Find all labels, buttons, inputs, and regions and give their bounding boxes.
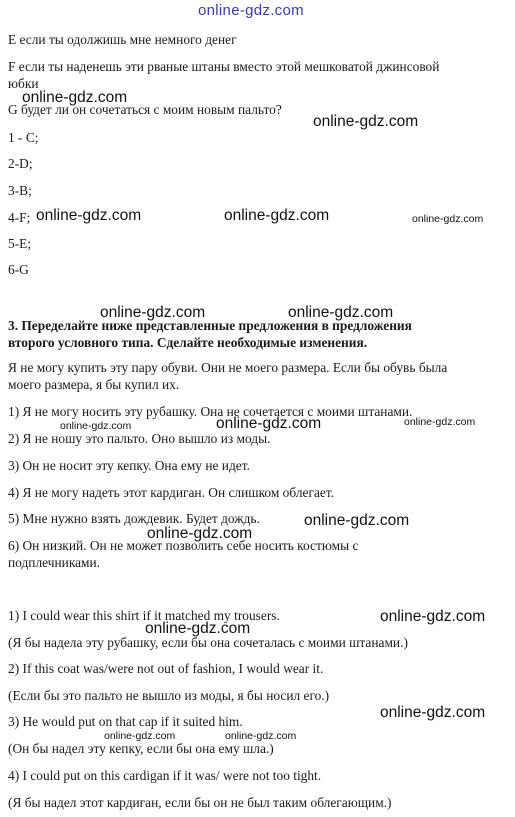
answer-4-ru: (Я бы надел этот кардиган, если бы он не был таким облегающим.) xyxy=(8,795,392,810)
watermark: online-gdz.com xyxy=(36,207,142,224)
answer-3-ru: (Он бы надел эту кепку, если бы она ему шла.) xyxy=(8,741,274,756)
answer-key-4: 4-F; xyxy=(8,210,31,225)
sentence-f-line2: юбки xyxy=(8,76,39,91)
answer-2-en: 2) If this coat was/were not out of fashion, I would wear it. xyxy=(8,661,324,676)
watermark: online-gdz.com xyxy=(404,416,476,428)
sentence-e: E если ты одолжишь мне немного денег xyxy=(8,32,237,47)
task-item-2: 2) Я не ношу это пальто. Оно вышло из моды. xyxy=(8,431,271,446)
sentence-f-line1: F если ты наденешь эти рваные штаны вместо этой мешковатой джинсовой xyxy=(8,59,440,74)
answer-key-6: 6-G xyxy=(8,262,29,277)
task-item-4: 4) Я не могу надеть этот кардиган. Он слишком облегает. xyxy=(8,485,335,500)
watermark: online-gdz.com xyxy=(216,415,322,432)
sentence-g: G будет ли он сочетаться с моим новым пальто? xyxy=(8,102,282,117)
answer-key-1: 1 - C; xyxy=(8,130,39,145)
watermark: online-gdz.com xyxy=(412,213,484,225)
watermark: online-gdz.com xyxy=(224,207,330,224)
answer-1-ru: (Я бы надела эту рубашку, если бы она сочеталась с моими штанами.) xyxy=(8,635,408,650)
watermark: online-gdz.com xyxy=(225,730,297,742)
watermark: online-gdz.com xyxy=(313,113,419,130)
task-title-line1: 3. Переделайте ниже представленные предложения в предложения xyxy=(8,318,412,333)
watermark: online-gdz.com xyxy=(147,525,253,542)
watermark: online-gdz.com xyxy=(288,304,394,321)
task-item-6-line2: подплечниками. xyxy=(8,555,101,570)
watermark: online-gdz.com xyxy=(145,620,251,637)
watermark: online-gdz.com xyxy=(60,420,132,432)
task-item-3: 3) Он не носит эту кепку. Она ему не идет. xyxy=(8,458,250,473)
watermark: online-gdz.com xyxy=(22,89,128,106)
answer-key-5: 5-E; xyxy=(8,236,32,251)
watermark: online-gdz.com xyxy=(104,730,176,742)
answer-key-2: 2-D; xyxy=(8,156,33,171)
answer-4-en: 4) I could put on this cardigan if it was/ were not too tight. xyxy=(8,768,322,783)
answer-1-en: 1) I could wear this shirt if it matched my trousers. xyxy=(8,608,280,623)
answer-3-en: 3) He would put on that cap if it suited him. xyxy=(8,714,243,729)
watermark: online-gdz.com xyxy=(100,304,206,321)
task-item-6-line1: 6) Он низкий. Он не может позволить себе носить костюмы с xyxy=(8,538,359,553)
task-item-5: 5) Мне нужно взять дождевик. Будет дождь. xyxy=(8,511,260,526)
watermark: online-gdz.com xyxy=(380,608,486,625)
watermark-top: online-gdz.com xyxy=(198,2,304,19)
task-title-line2: второго условного типа. Сделайте необходимые изменения. xyxy=(8,335,368,350)
task-example-line1: Я не могу купить эту пару обуви. Они не моего размера. Если бы обувь была xyxy=(8,360,448,375)
watermark: online-gdz.com xyxy=(380,704,486,721)
answer-2-ru: (Если бы это пальто не вышло из моды, я бы носил его.) xyxy=(8,688,330,703)
answer-key-3: 3-B; xyxy=(8,183,32,198)
task-item-1: 1) Я не могу носить эту рубашку. Она не сочетается с моими штанами. xyxy=(8,404,413,419)
task-example-line2: моего размера, я бы купил их. xyxy=(8,377,180,392)
watermark: online-gdz.com xyxy=(304,512,410,529)
